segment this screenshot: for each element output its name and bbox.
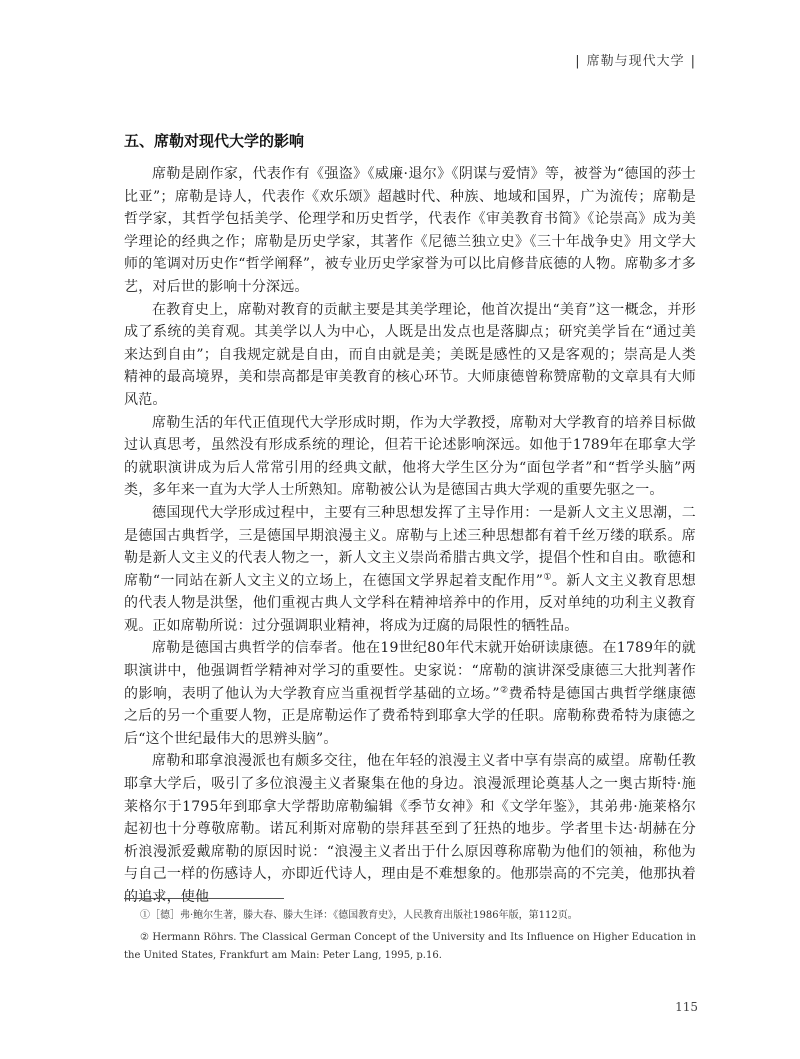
paragraph-text: 席勒是剧作家，代表作有《强盗》《威廉·退尔》《阴谋与爱情》等，被誉为“德国的莎士比亚”；席勒是诗人，代表作《欢乐颂》超越时代、种族、地域和国界，广为流传；席勒是哲学家，其哲学包括美学、伦理学和历史哲学，代表作《审美教育书简》《论崇高》成为美学理论的经典之作；席勒是历史学家，其著作《尼德兰独立史》《三十年战争史》用文学大师的笔调对历史作“哲学阐释”，被专业历史学家誉为可以比肩修昔底德的人物。席勒多才多艺，对后世的影响十分深远。 [124, 166, 696, 295]
paragraph-text: 在教育史上，席勒对教育的贡献主要是其美学理论，他首次提出“美育”这一概念，并形成了系统的美育观。其美学以人为中心，人既是出发点也是落脚点；研究美学旨在“通过美来达到自由”；自我规定就是自由，而自由就是美；美既是感性的又是客观的；崇高是人类精神的最高境界，美和崇高都是审美教育的核心环节。大师康德曾称赞席勒的文章具有大师风范。 [124, 301, 696, 408]
paragraph-6 [124, 750, 696, 908]
paragraph-2 [124, 299, 696, 412]
page-body [124, 130, 696, 909]
running-header [569, 50, 702, 69]
section-title: 五、席勒对现代大学的影响 [124, 132, 305, 150]
paragraph-4 [124, 502, 696, 638]
paragraph-text: 席勒生活的年代正值现代大学形成时期，作为大学教授，席勒对大学教育的培养目标做过认真思考，虽然没有形成系统的理论，但若干论述影响深远。如他于1789年在耶拿大学的就职演讲成为后人常常引用的经典文献，他将大学生区分为“面包学者”和“哲学头脑”两类，多年来一直为大学人士所熟知。席勒被公认为是德国古典大学观的重要先驱之一。 [124, 414, 696, 499]
paragraph-text: 席勒和耶拿浪漫派也有颇多交往，他在年轻的浪漫主义者中享有崇高的威望。席勒任教耶拿大学后，吸引了多位浪漫主义者聚集在他的身边。浪漫派理论奠基人之一奥古斯特·施莱格尔于1795年到耶拿大学帮助席勒编辑《季节女神》和《文学年鉴》，其弟弗·施莱格尔起初也十分尊敬席勒。诺瓦利斯对席勒的崇拜甚至到了狂热的地步。学者里卡达·胡赫在分析浪漫派爱戴席勒的原因时说：“浪漫主义者出于什么原因尊称席勒为他们的领袖，称他为与自己一样的伤感诗人，亦即近代诗人，理由是不难想象的。他那崇高的不完美，他那执着的追求，使他 [124, 753, 696, 905]
header-bar-left: | [575, 54, 581, 69]
footnotes [124, 907, 696, 969]
footnote-1: ①［德］弗·鲍尔生著，滕大春、滕大生译：《德国教育史》，人民教育出版社1986年版，第112页。 [140, 910, 578, 921]
header-bar-right: | [690, 54, 696, 69]
footnote-ref-1[interactable]: ① [543, 572, 552, 583]
paragraph-1 [124, 163, 696, 299]
paragraph-text: 费希特是德国古典哲学继康德之后的另一个重要人物，正是席勒运作了费希特到耶拿大学的任职。席勒称费希特为康德之后“这个世纪最伟大的思辨头脑”。 [124, 685, 696, 747]
paragraph-text: 德国现代大学形成过程中，主要有三种思想发挥了主导作用：一是新人文主义思潮，二是德国古典哲学，三是德国早期浪漫主义。席勒与上述三种思想都有着千丝万缕的联系。席勒是新人文主义的代表人物之一，新人文主义崇尚希腊古典文学，提倡个性和自由。歌德和席勒“一同站在新人文主义的立场上，在德国文学界起着支配作用” [124, 504, 696, 589]
page-number: 115 [675, 1000, 698, 1014]
paragraph-3 [124, 412, 696, 502]
paragraph-5 [124, 637, 696, 750]
running-title: 席勒与现代大学 [586, 54, 685, 69]
footnote-divider [124, 898, 284, 899]
footnote-ref-2[interactable]: ② [499, 685, 509, 695]
paragraph-text: 席勒是德国古典哲学的信奉者。他在19世纪80年代末就开始研读康德。在1789年的就职演讲中，他强调哲学精神对学习的重要性。史家说：“席勒的演讲深受康德三大批判著作的影响，表明了他认为大学教育应当重视哲学基础的立场。” [124, 640, 696, 702]
footnote-2: ② Hermann Röhrs. The Classical German Concept of the University and Its Influence on Higher Education in the United States, Frankfurt am Main: Peter Lang, 1995, p.16. [124, 932, 696, 961]
paragraph-text: 。新人文主义教育思想的代表人物是洪堡，他们重视古典人文学科在精神培养中的作用，反对单纯的功利主义教育观。正如席勒所说：过分强调职业精神，将成为迂腐的局限性的牺牲品。 [124, 572, 696, 634]
